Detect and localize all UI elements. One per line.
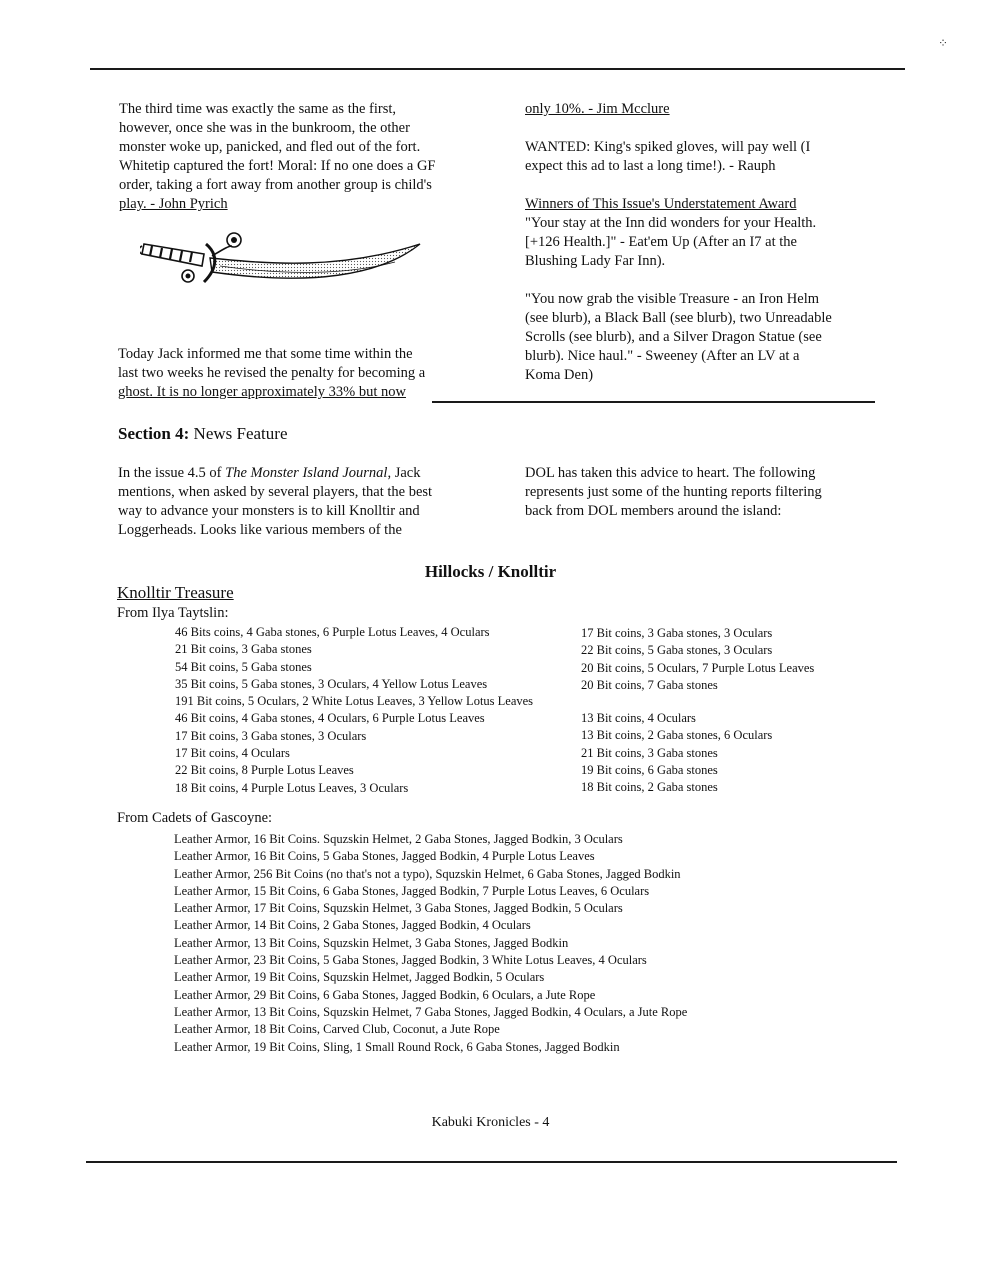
list-item: Leather Armor, 17 Bit Coins, Squzskin Helmet, 3 Gaba Stones, Jagged Bodkin, 5 Oculars: [174, 901, 623, 916]
scan-speck: ⁘: [938, 36, 949, 50]
list-item: Leather Armor, 13 Bit Coins, Squzskin Helmet, 7 Gaba Stones, Jagged Bodkin, 4 Oculars, a Jute Rope: [174, 1004, 688, 1019]
line: The third time was exactly the same as the first,: [119, 101, 397, 117]
hillocks-heading: Hillocks / Knolltir: [424, 562, 557, 581]
list-item: 22 Bit coins, 5 Gaba stones, 3 Oculars: [581, 643, 773, 658]
line: DOL has taken this advice to heart. The following: [525, 465, 816, 481]
line: monster woke up, panicked, and fled out of the fort.: [119, 139, 421, 155]
list-item: 18 Bit coins, 2 Gaba stones: [581, 780, 718, 795]
list-item: 17 Bit coins, 3 Gaba stones, 3 Oculars: [175, 728, 367, 743]
list-item: 18 Bit coins, 4 Purple Lotus Leaves, 3 Oculars: [175, 780, 409, 795]
ilya-list-right-b: [581, 710, 772, 796]
list-item: Leather Armor, 19 Bit Coins, Squzskin Helmet, Jagged Bodkin, 5 Oculars: [174, 970, 545, 985]
quote-line: "Your stay at the Inn did wonders for your Health.: [525, 215, 817, 231]
from-cadets-label: From Cadets of Gascoyne:: [117, 810, 273, 826]
list-item: Leather Armor, 13 Bit Coins, Squzskin Helmet, 3 Gaba Stones, Jagged Bodkin: [174, 935, 569, 950]
page-footer: Kabuki Kronicles - 4: [431, 1115, 550, 1130]
journal-title: The Monster Island Journal: [225, 465, 388, 481]
section-heading: [118, 424, 288, 444]
list-item: 20 Bit coins, 5 Oculars, 7 Purple Lotus Leaves: [581, 660, 815, 675]
ilya-list-left: [175, 624, 533, 797]
list-item: 17 Bit coins, 4 Oculars: [175, 746, 290, 761]
line: represents just some of the hunting reports filtering: [525, 484, 822, 500]
news-right-paragraph: [525, 464, 885, 521]
list-item: Leather Armor, 18 Bit Coins, Carved Club, Coconut, a Jute Rope: [174, 1022, 500, 1037]
news-left-paragraph: [118, 464, 498, 540]
bottom-rule: [86, 1161, 897, 1163]
wanted-line: expect this ad to last a long time!). - Rauph: [525, 158, 776, 174]
quote-line: "You now grab the visible Treasure - an Iron Helm: [525, 291, 820, 307]
quote-line: blurb). Nice haul." - Sweeney (After an LV at a: [525, 348, 800, 364]
quote-line: Koma Den): [525, 367, 594, 383]
list-item: 54 Bit coins, 5 Gaba stones: [175, 659, 312, 674]
top-rule: [90, 68, 905, 70]
award-title: Winners of This Issue's Understatement Award: [525, 196, 797, 212]
list-item: 19 Bit coins, 6 Gaba stones: [581, 762, 718, 777]
list-item: Leather Armor, 23 Bit Coins, 5 Gaba Stones, Jagged Bodkin, 3 White Lotus Leaves, 4 Oculars: [174, 953, 647, 968]
wanted-line: WANTED: King's spiked gloves, will pay well (I: [525, 139, 811, 155]
line: Today Jack informed me that some time within the: [118, 346, 413, 362]
quote-line: [+126 Health.]" - Eat'em Up (After an I7 at the: [525, 234, 797, 250]
cadets-list: [174, 831, 687, 1056]
left-top-paragraph: [119, 100, 499, 214]
list-item: 22 Bit coins, 8 Purple Lotus Leaves: [175, 763, 354, 778]
line: way to advance your monsters is to kill Knolltir and: [118, 503, 420, 519]
line: Loggerheads. Looks like various members of the: [118, 522, 402, 538]
list-item: Leather Armor, 19 Bit Coins, Sling, 1 Small Round Rock, 6 Gaba Stones, Jagged Bodkin: [174, 1039, 620, 1054]
list-item: 20 Bit coins, 7 Gaba stones: [581, 677, 718, 692]
section-rule: [432, 401, 875, 403]
list-item: Leather Armor, 15 Bit Coins, 6 Gaba Stones, Jagged Bodkin, 7 Purple Lotus Leaves, 6 Oculars: [174, 883, 650, 898]
line: last two weeks he revised the penalty for becoming a: [118, 365, 426, 381]
list-item: Leather Armor, 14 Bit Coins, 2 Gaba Stones, Jagged Bodkin, 4 Oculars: [174, 918, 531, 933]
list-item: Leather Armor, 16 Bit Coins, 5 Gaba Stones, Jagged Bodkin, 4 Purple Lotus Leaves: [174, 849, 595, 864]
quote-line: Blushing Lady Far Inn).: [525, 253, 666, 269]
list-item: 46 Bit coins, 4 Gaba stones, 4 Oculars, 6 Purple Lotus Leaves: [175, 711, 485, 726]
list-item: 17 Bit coins, 3 Gaba stones, 3 Oculars: [581, 626, 773, 640]
right-column: [525, 100, 885, 385]
text: , Jack: [387, 465, 421, 481]
list-item: 21 Bit coins, 3 Gaba stones: [175, 642, 312, 657]
treasure-title: Knolltir Treasure: [117, 583, 234, 602]
line: order, taking a fort away from another group is child's: [119, 177, 432, 193]
ilya-list-right-a: [581, 625, 814, 694]
list-item: 35 Bit coins, 5 Gaba stones, 3 Oculars, 4 Yellow Lotus Leaves: [175, 676, 488, 691]
scimitar-illustration: [140, 224, 425, 294]
quote-line: Scrolls (see blurb), and a Silver Dragon Statue (see: [525, 329, 822, 345]
list-item: 13 Bit coins, 2 Gaba stones, 6 Oculars: [581, 728, 773, 743]
section-label: Section 4:: [118, 424, 190, 443]
list-item: 13 Bit coins, 4 Oculars: [581, 711, 696, 725]
list-item: 46 Bits coins, 4 Gaba stones, 6 Purple Lotus Leaves, 4 Oculars: [175, 625, 490, 639]
text: In the issue 4.5 of: [118, 465, 226, 481]
line: back from DOL members around the island:: [525, 503, 782, 519]
section-title: News Feature: [193, 424, 288, 443]
line: [118, 464, 498, 483]
list-item: 191 Bit coins, 5 Oculars, 2 White Lotus Leaves, 3 Yellow Lotus Leaves: [175, 694, 534, 709]
list-item: Leather Armor, 16 Bit Coins. Squzskin Helmet, 2 Gaba Stones, Jagged Bodkin, 3 Oculars: [174, 832, 623, 846]
quote-line: (see blurb), a Black Ball (see blurb), two Unreadable: [525, 310, 832, 326]
list-item: 21 Bit coins, 3 Gaba stones: [581, 745, 718, 760]
left-bottom-paragraph: [118, 345, 498, 402]
line: Whitetip captured the fort! Moral: If no one does a GF: [119, 158, 436, 174]
line: mentions, when asked by several players, that the best: [118, 484, 433, 500]
continuation-line: only 10%. - Jim Mcclure: [525, 101, 670, 117]
list-item: Leather Armor, 256 Bit Coins (no that's not a typo), Squzskin Helmet, 6 Gaba Stones, Jagged Bodkin: [174, 866, 681, 881]
line: however, once she was in the bunkroom, the other: [119, 120, 410, 136]
from-ilya-label: From Ilya Taytslin:: [117, 605, 229, 621]
line: play. - John Pyrich: [119, 196, 228, 212]
line: ghost. It is no longer approximately 33% but now: [118, 384, 406, 400]
list-item: Leather Armor, 29 Bit Coins, 6 Gaba Stones, Jagged Bodkin, 6 Oculars, a Jute Rope: [174, 987, 596, 1002]
